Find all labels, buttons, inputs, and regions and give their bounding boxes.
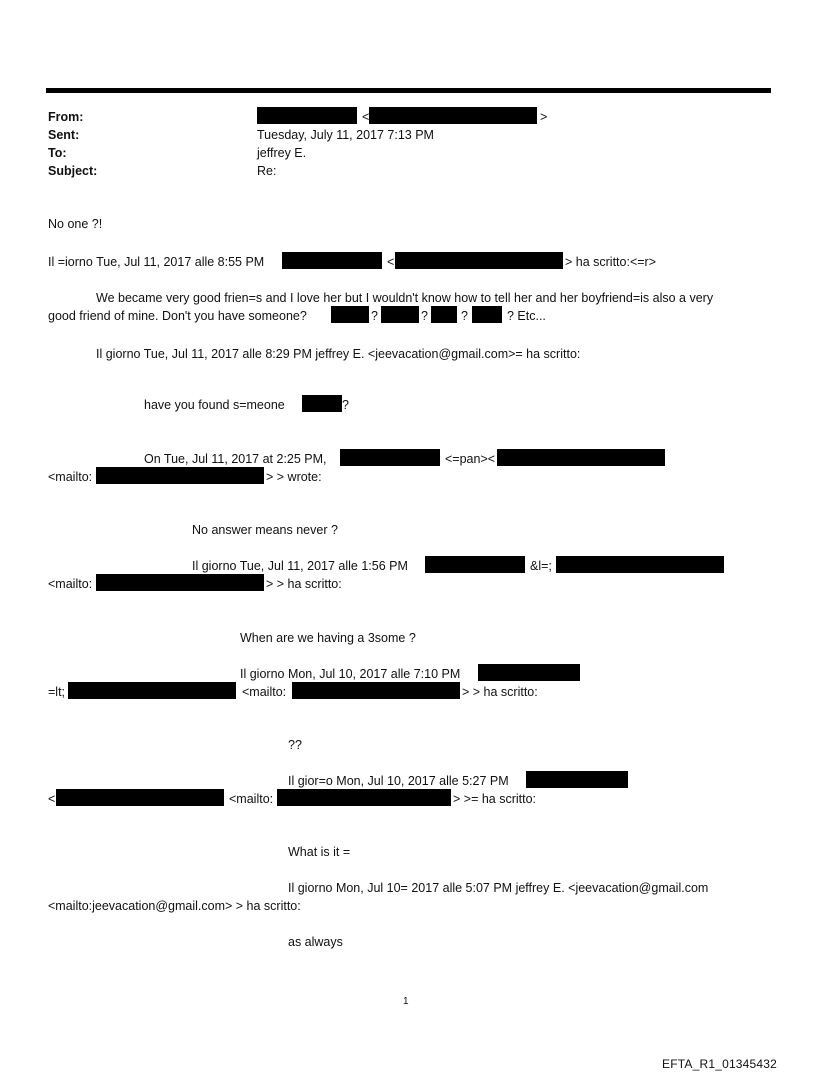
redaction-box: [381, 306, 419, 323]
body-line: Il giorno Mon, Jul 10, 2017 alle 7:10 PM: [240, 667, 461, 681]
body-line: <mailto:: [48, 577, 93, 591]
body-line: No answer means never ?: [192, 523, 338, 537]
redaction-box: [302, 395, 342, 412]
redaction-box: [478, 664, 580, 681]
body-line: <mailto:jeevacation@gmail.com> > ha scritto:: [48, 899, 301, 913]
from-lt: <: [362, 110, 370, 124]
redaction-box: [68, 682, 236, 699]
body-line: > > ha scritto:: [462, 685, 538, 699]
subject-label: Subject:: [48, 164, 98, 178]
body-line: ?: [371, 309, 378, 323]
body-line: > >= ha scritto:: [453, 792, 537, 806]
body-line: > > ha scritto:: [266, 577, 342, 591]
body-line: as always: [288, 935, 343, 949]
body-line: <mailto:: [48, 470, 93, 484]
redaction-box: [340, 449, 440, 466]
to-label: To:: [48, 146, 67, 160]
body-line: Il giorno Tue, Jul 11, 2017 alle 1:56 PM: [192, 559, 408, 573]
body-line: Il giorno Mon, Jul 10= 2017 alle 5:07 PM jeffrey E. <jeevacation@gmail.com: [288, 881, 709, 895]
redaction-box: [556, 556, 724, 573]
redaction-box: [526, 771, 628, 788]
body-line: > ha scritto:<=r>: [565, 255, 657, 269]
body-line: ? Etc...: [507, 309, 546, 323]
body-line: ?: [421, 309, 428, 323]
body-line: <mailto:: [242, 685, 287, 699]
body-line: &l=;: [530, 559, 552, 573]
body-line: > > wrote:: [266, 470, 322, 484]
redaction-box: [331, 306, 369, 323]
sent-label: Sent:: [48, 128, 80, 142]
subject-value: Re:: [257, 164, 277, 178]
body-line: What is it =: [288, 845, 351, 859]
to-value: jeffrey E.: [257, 146, 307, 160]
redaction-box: [497, 449, 665, 466]
body-line: =lt;: [48, 685, 66, 699]
body-line: good friend of mine. Don't you have someone?: [48, 309, 307, 323]
body-line: On Tue, Jul 11, 2017 at 2:25 PM,: [144, 452, 327, 466]
body-line: have you found s=meone: [144, 398, 285, 412]
redaction-box: [56, 789, 224, 806]
body-line: No one ?!: [48, 217, 103, 231]
body-line: ?: [461, 309, 468, 323]
body-line: <: [387, 255, 395, 269]
redaction-box: [369, 107, 537, 124]
from-label: From:: [48, 110, 84, 124]
body-line: ?: [342, 398, 349, 412]
redaction-box: [431, 306, 457, 323]
from-gt: >: [540, 110, 548, 124]
body-line: Il =iorno Tue, Jul 11, 2017 alle 8:55 PM: [48, 255, 265, 269]
redaction-box: [282, 252, 382, 269]
body-line: <: [48, 792, 56, 806]
body-line: We became very good frien=s and I love her but I wouldn't know how to tell her and her boyfriend=is also a very: [96, 291, 714, 305]
body-line: <mailto:: [229, 792, 274, 806]
body-line: When are we having a 3some ?: [240, 631, 416, 645]
body-line: <=pan><: [445, 452, 496, 466]
bates-number: EFTA_R1_01345432: [662, 1057, 778, 1071]
header-rule: [46, 88, 771, 93]
redaction-box: [96, 467, 264, 484]
redaction-box: [292, 682, 460, 699]
redaction-box: [257, 107, 357, 124]
redaction-box: [472, 306, 502, 323]
body-line: ??: [288, 738, 302, 752]
sent-value: Tuesday, July 11, 2017 7:13 PM: [257, 128, 434, 142]
redaction-box: [425, 556, 525, 573]
redaction-box: [277, 789, 451, 806]
redaction-box: [96, 574, 264, 591]
body-line: Il giorno Tue, Jul 11, 2017 alle 8:29 PM jeffrey E. <jeevacation@gmail.com>= ha scritto:: [96, 347, 581, 361]
page-number: 1: [403, 996, 409, 1007]
body-line: Il gior=o Mon, Jul 10, 2017 alle 5:27 PM: [288, 774, 509, 788]
redaction-box: [395, 252, 563, 269]
